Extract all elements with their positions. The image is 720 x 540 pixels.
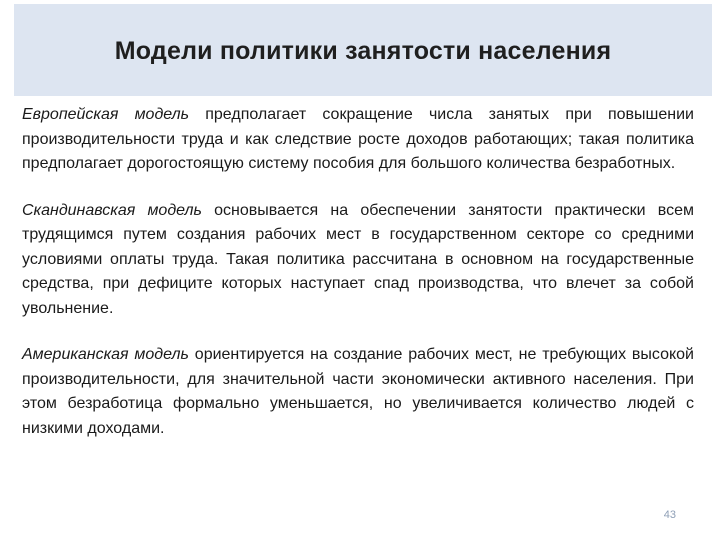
paragraph-european-model <box>22 103 694 177</box>
page-number: 43 <box>663 509 676 521</box>
slide-content <box>22 103 694 441</box>
paragraph-text-european: предполагает сокращение числа занятых при повышении производительности труда и как следствие росте доходов работающих; такая политика предполагает дорогостоящую систему пособия для большого количества безработных. <box>22 106 694 172</box>
model-name-european: Европейская модель <box>22 106 190 123</box>
paragraph-american-model <box>22 343 694 441</box>
slide-title: Модели политики занятости населения <box>114 36 612 65</box>
paragraph-text-scandinavian: основывается на обеспечении занятости практически всем трудящимся путем создания рабочих мест в государственном секторе со средними условиями оплаты труда. Такая политика рассчитана в основном на государственные средства, при дефиците которых наступает спад производства, что влечет за собой увольнение. <box>22 201 694 317</box>
model-name-scandinavian: Скандинавская модель <box>22 201 202 219</box>
paragraph-text-american: ориентируется на создание рабочих мест, не требующих высокой производительности, для значительной части экономически активного населения. При этом безработица формально уменьшается, но увеличивается количество людей с низкими доходами. <box>22 346 694 437</box>
model-name-american: Американская модель <box>22 346 189 363</box>
paragraph-scandinavian-model <box>22 199 694 322</box>
title-band <box>14 4 712 96</box>
